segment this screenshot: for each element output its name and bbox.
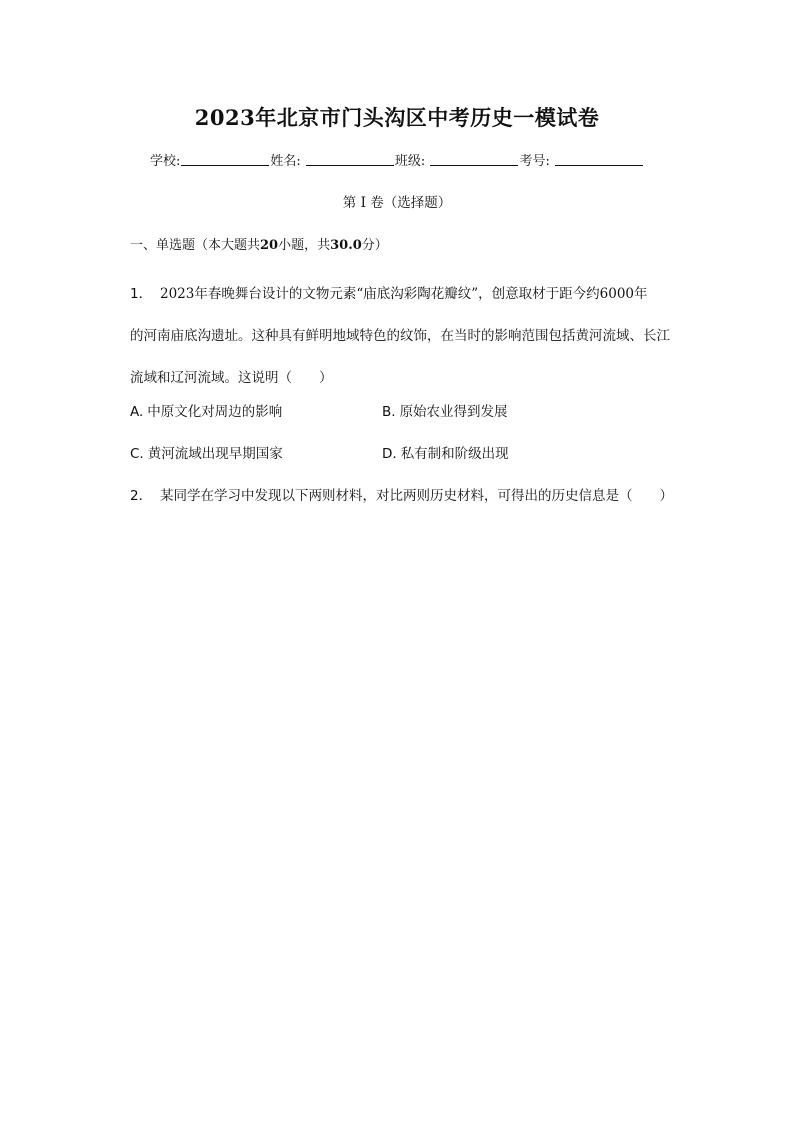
option-b[interactable] [382,400,508,420]
option-b-letter: B. [382,404,396,420]
section-heading [130,234,388,253]
option-b-text: 原始农业得到发展 [399,404,508,420]
option-a-text: 中原文化对周边的影响 [147,404,283,420]
section-suffix: 分） [361,238,388,253]
exam-no-blank [555,153,643,166]
question-2 [130,484,692,504]
question-1-line-2: 的河南庙底沟遗址。这种具有鲜明地域特色的纹饰，在当时的影响范围包括黄河流域、长江 [130,328,670,344]
school-label: 学校: [150,154,181,169]
section-count: 20 [260,238,279,253]
question-1-text-1: 2023年春晚舞台设计的文物元素“庙底沟彩陶花瓣纹”，创意取材于距今约6000年 [160,286,648,302]
class-blank [430,153,518,166]
section-middle: 小题，共 [278,238,331,253]
question-1-line-1 [130,273,692,315]
question-1-line-3: 流域和辽河流域。这说明（ ） [130,370,333,386]
section-score: 30.0 [330,238,362,253]
name-label: 姓名: [270,154,301,169]
section-prefix: 一、单选题（本大题共 [130,238,261,253]
question-2-text: 某同学在学习中发现以下两则材料，对比两则历史材料，可得出的历史信息是（ ） [160,488,673,504]
option-d[interactable] [382,442,509,462]
school-blank [181,153,269,166]
class-label: 班级: [394,154,426,169]
option-a[interactable] [130,400,282,420]
exam-no-label: 考号: [519,154,550,169]
question-2-number: 2． [130,488,153,504]
question-1 [130,273,692,399]
option-d-letter: D. [382,446,397,462]
option-d-text: 私有制和阶级出现 [400,446,509,462]
option-c-text: 黄河流域出现早期国家 [147,446,283,462]
volume-title: 第 I 卷（选择题） [342,195,452,211]
student-info-line [0,150,794,169]
option-a-letter: A. [130,404,144,420]
question-1-number: 1． [130,286,153,302]
option-c-letter: C. [130,446,144,462]
name-blank [306,153,394,166]
exam-title: 2023年北京市门头沟区中考历史一模试卷 [194,105,600,130]
option-c[interactable] [130,442,283,462]
